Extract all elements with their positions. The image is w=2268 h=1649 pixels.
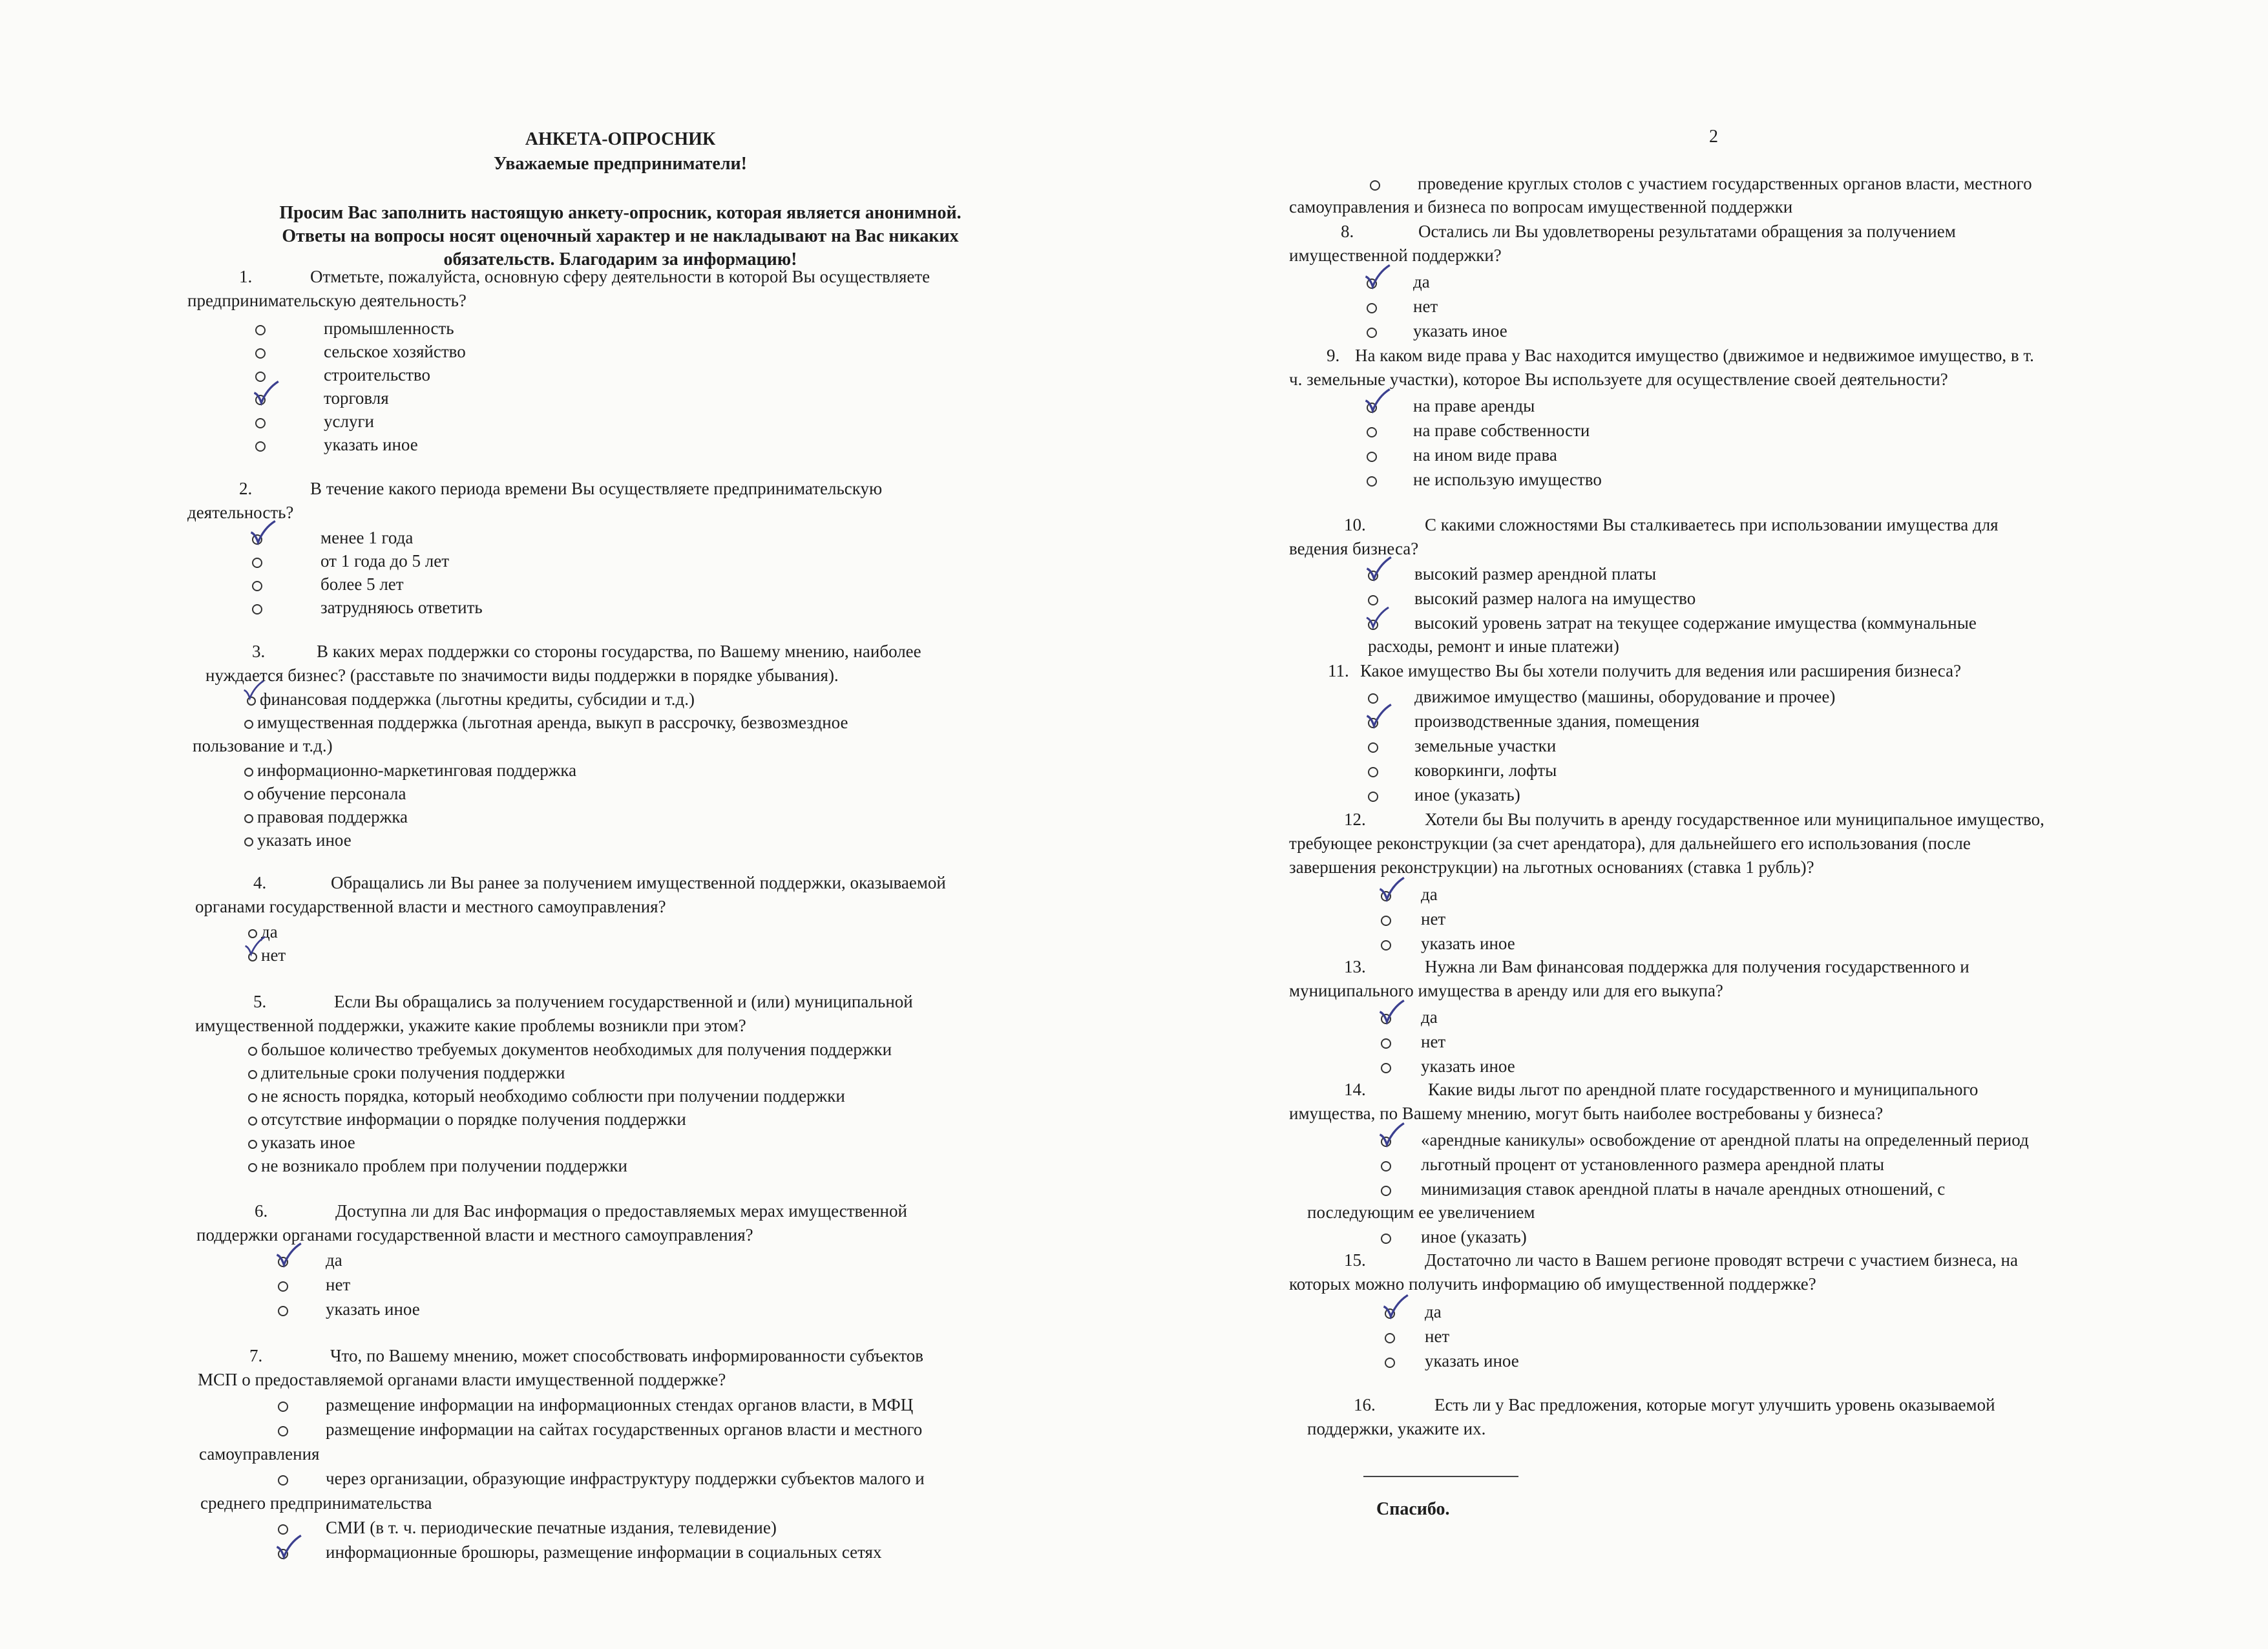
radio-circle: [1367, 328, 1377, 338]
thanks-text: Спасибо.: [1376, 1499, 1450, 1519]
q11-option[interactable]: коворкинги, лофты: [1368, 759, 1557, 782]
q2-option[interactable]: более 5 лет: [252, 572, 404, 596]
radio-circle: [278, 1402, 288, 1412]
q1-option[interactable]: строительство: [255, 363, 430, 386]
radio-circle: [248, 1093, 257, 1102]
radio-circle: [1381, 1161, 1391, 1171]
radio-circle: [248, 1117, 257, 1126]
q13-option[interactable]: указать иное: [1381, 1055, 1515, 1078]
q12-option[interactable]: указать иное: [1381, 932, 1515, 955]
question-11: 11. Какое имущество Вы бы хотели получить для ведения или расширения бизнеса?: [1328, 661, 1962, 680]
q6-option-checked[interactable]: да: [278, 1248, 342, 1272]
radio-circle: [1368, 767, 1378, 777]
radio-circle: [255, 348, 266, 359]
document-title: АНКЕТА-ОПРОСНИК: [525, 129, 716, 149]
q7-option-wrap: самоуправления: [199, 1444, 320, 1464]
q15-option-checked[interactable]: да: [1385, 1300, 1442, 1323]
checkmark-icon: [248, 518, 277, 547]
q1-option[interactable]: промышленность: [255, 317, 454, 340]
question-9: 9. На каком виде права у Вас находится имущество (движимое и недвижимое имущество, в т. ч. земельные участки), которое Вы используете для осуществление своей деятельности?: [1289, 346, 2034, 389]
q3-option[interactable]: указать иное: [244, 828, 352, 852]
q10-option-checked[interactable]: высокий уровень затрат на текущее содержание имущества (коммунальные: [1368, 611, 2158, 635]
question-13: 13. Нужна ли Вам финансовая поддержка для получения государственного и муниципального имущества в аренду или для его выкупа?: [1289, 957, 1969, 1000]
radio-circle: [1381, 1186, 1391, 1196]
q3-option-checked[interactable]: финансовая поддержка (льготны кредиты, субсидии и т.д.): [247, 688, 695, 711]
question-8: 8. Остались ли Вы удовлетворены результатами обращения за получением имущественной поддержки?: [1289, 222, 1956, 265]
radio-circle: [252, 604, 262, 614]
q5-option[interactable]: указать иное: [248, 1131, 355, 1154]
checkmark-icon: [1364, 605, 1390, 631]
q5-option[interactable]: большое количество требуемых документов необходимых для получения поддержки: [248, 1038, 892, 1061]
q1-option[interactable]: сельское хозяйство: [255, 340, 466, 363]
radio-circle: [244, 768, 253, 777]
q10-option-wrap: расходы, ремонт и иные платежи): [1368, 636, 1619, 656]
q4-option[interactable]: да: [248, 920, 278, 943]
checkmark-icon: [1364, 702, 1392, 730]
q7-option[interactable]: размещение информации на сайтах государственных органов власти и местного: [278, 1418, 1053, 1442]
q2-option[interactable]: затрудняюсь ответить: [252, 596, 483, 619]
q7-option-cont[interactable]: проведение круглых столов с участием государственных органов власти, местного: [1370, 172, 2145, 196]
radio-circle: [248, 1047, 257, 1056]
q7-option[interactable]: через организации, образующие инфраструктуру поддержки субъектов малого и: [278, 1467, 1053, 1491]
question-12: 12. Хотели бы Вы получить в аренду государственное или муниципальное имущество, требующее реконструкции (за счет арендатора), для дальнейшего его использования (после завершения реконструкции) на льготных основаниях (ставка 1 рубль)?: [1289, 810, 2044, 877]
page-number: 2: [1709, 127, 1718, 147]
q7-option[interactable]: СМИ (в т. ч. периодические печатные издания, телевидение): [278, 1516, 777, 1539]
question-2: 2. В течение какого периода времени Вы осуществляете предпринимательскую деятельность?: [187, 479, 883, 522]
radio-circle: [278, 1426, 288, 1436]
q9-option-checked[interactable]: на праве аренды: [1367, 394, 1535, 417]
checkmark-icon: [274, 1533, 302, 1561]
radio-circle: [1367, 452, 1377, 462]
radio-circle: [244, 720, 253, 729]
q6-option[interactable]: указать иное: [278, 1297, 420, 1321]
radio-circle: [248, 1163, 257, 1172]
q1-option[interactable]: указать иное: [255, 433, 418, 456]
q13-option-checked[interactable]: да: [1381, 1005, 1438, 1029]
checkmark-icon: [1377, 875, 1405, 903]
question-16: 16. Есть ли у Вас предложения, которые могут улучшить уровень оказываемой поддержки, укажите их.: [1307, 1395, 1995, 1438]
q12-option-checked[interactable]: да: [1381, 883, 1438, 906]
answer-line: [1363, 1476, 1518, 1477]
radio-circle: [252, 581, 262, 591]
radio-circle: [244, 814, 253, 823]
q2-option-checked[interactable]: менее 1 года: [252, 526, 413, 549]
radio-circle: [1368, 742, 1378, 753]
q14-option[interactable]: минимизация ставок арендной платы в начале арендных отношений, с: [1381, 1177, 2158, 1201]
q13-option[interactable]: нет: [1381, 1030, 1445, 1053]
q15-option[interactable]: указать иное: [1385, 1349, 1519, 1372]
q7-option-wrap: среднего предпринимательства: [200, 1493, 432, 1513]
q5-option[interactable]: не ясность порядка, который необходимо соблюсти при получении поддержки: [248, 1084, 845, 1108]
radio-circle: [1370, 180, 1380, 191]
checkmark-icon: [251, 379, 280, 407]
q9-option[interactable]: не использую имущество: [1367, 468, 1602, 491]
checkmark-icon: [1377, 998, 1405, 1026]
radio-circle: [248, 1140, 257, 1149]
q1-option[interactable]: услуги: [255, 410, 374, 433]
q11-option[interactable]: движимое имущество (машины, оборудование и прочее): [1368, 685, 1835, 708]
checkmark-icon: [274, 1241, 302, 1269]
checkmark-icon: [1364, 554, 1392, 583]
checkmark-icon: [242, 678, 265, 702]
question-3: 3. В каких мерах поддержки со стороны государства, по Вашему мнению, наиболее нуждается бизнес? (расставьте по значимости виды поддержки в порядке убывания).: [205, 642, 921, 685]
document-subtitle: Уважаемые предприниматели!: [494, 154, 747, 174]
q11-option[interactable]: земельные участки: [1368, 734, 1556, 757]
q3-option[interactable]: обучение персонала: [244, 782, 406, 805]
q14-option-wrap: последующим ее увеличением: [1307, 1203, 1535, 1222]
radio-circle: [1385, 1358, 1395, 1368]
q7-option[interactable]: размещение информации на информационных стендах органов власти, в МФЦ: [278, 1393, 913, 1416]
q3-option-wrap: пользование и т.д.): [193, 736, 333, 755]
q14-option[interactable]: иное (указать): [1381, 1225, 1527, 1248]
radio-circle: [252, 558, 262, 568]
checkmark-icon: [1381, 1292, 1409, 1321]
q2-option[interactable]: от 1 года до 5 лет: [252, 549, 449, 572]
checkmark-icon: [1377, 1120, 1405, 1149]
q8-option[interactable]: указать иное: [1367, 319, 1507, 342]
q14-option[interactable]: льготный процент от установленного размера арендной платы: [1381, 1153, 1884, 1176]
radio-circle: [1368, 792, 1378, 802]
question-5: 5. Если Вы обращались за получением государственной и (или) муниципальной имущественной поддержки, укажите какие проблемы возникли при этом?: [195, 992, 913, 1035]
q14-option-checked[interactable]: «арендные каникулы» освобождение от арендной платы на определенный период: [1381, 1128, 2029, 1151]
q15-option[interactable]: нет: [1385, 1325, 1449, 1348]
q8-option[interactable]: нет: [1367, 295, 1438, 318]
radio-circle: [1368, 595, 1378, 605]
q1-option-checked[interactable]: торговля: [255, 386, 389, 410]
question-14: 14. Какие виды льгот по арендной плате государственного и муниципального имущества, по Вашему мнению, могут быть наиболее востребованы у бизнеса?: [1289, 1080, 1979, 1123]
q3-option[interactable]: правовая поддержка: [244, 805, 408, 828]
question-4: 4. Обращались ли Вы ранее за получением имущественной поддержки, оказываемой органами государственной власти и местного самоуправления?: [195, 873, 946, 916]
q11-option[interactable]: иное (указать): [1368, 783, 1520, 806]
question-6: 6. Доступна ли для Вас информация о предоставляемых мерах имущественной поддержки органами государственной власти и местного самоуправления?: [196, 1201, 907, 1245]
radio-circle: [1381, 940, 1391, 951]
radio-circle: [255, 441, 266, 452]
q9-option[interactable]: на ином виде права: [1367, 443, 1557, 467]
question-7: 7. Что, по Вашему мнению, может способствовать информированности субъектов МСП о предоставляемой органами власти имущественной поддержке?: [198, 1346, 924, 1389]
checkmark-icon: [243, 934, 266, 958]
q12-option[interactable]: нет: [1381, 907, 1445, 930]
radio-circle: [244, 791, 253, 800]
q5-option[interactable]: отсутствие информации о порядке получения поддержки: [248, 1108, 686, 1131]
radio-circle: [255, 325, 266, 335]
q7-option-wrap: самоуправления и бизнеса по вопросам имущественной поддержки: [1289, 197, 1793, 216]
q8-option-checked[interactable]: да: [1367, 270, 1430, 293]
q7-option-checked[interactable]: информационные брошюры, размещение информации в социальных сетях: [278, 1540, 881, 1564]
q3-option[interactable]: имущественная поддержка (льготная аренда, выкуп в рассрочку, безвозмездное: [244, 711, 1053, 735]
q10-option[interactable]: высокий размер налога на имущество: [1368, 587, 1696, 610]
radio-circle: [278, 1475, 288, 1486]
q3-option[interactable]: информационно-маркетинговая поддержка: [244, 759, 576, 782]
radio-circle: [1367, 476, 1377, 487]
question-15: 15. Достаточно ли часто в Вашем регионе проводят встречи с участием бизнеса, на которых можно получить информацию об имущественной поддержке?: [1289, 1250, 2018, 1294]
radio-circle: [1367, 427, 1377, 437]
checkmark-icon: [1363, 386, 1391, 415]
radio-circle: [1381, 1234, 1391, 1244]
radio-circle: [1381, 1063, 1391, 1073]
q5-option[interactable]: длительные сроки получения поддержки: [248, 1061, 565, 1084]
radio-circle: [1381, 1038, 1391, 1049]
q11-option-checked[interactable]: производственные здания, помещения: [1368, 709, 1699, 733]
q4-option-checked[interactable]: нет: [248, 943, 286, 967]
question-10: 10. С какими сложностями Вы сталкиваетесь при использовании имущества для ведения бизнеса?: [1289, 515, 1999, 558]
radio-circle: [1385, 1333, 1395, 1343]
radio-circle: [278, 1306, 288, 1316]
document-intro: Просим Вас заполнить настоящую анкету-опросник, которая является анонимной. Ответы на вопросы носят оценочный характер и не накладывают на Вас никаких обязательств. Благодарим за информацию!: [279, 203, 961, 269]
radio-circle: [1367, 303, 1377, 313]
radio-circle: [278, 1281, 288, 1292]
radio-circle: [255, 418, 266, 428]
radio-circle: [244, 837, 253, 846]
question-1: 1. Отметьте, пожалуйста, основную сферу деятельности в которой Вы осуществляете предпринимательскую деятельность?: [187, 267, 930, 310]
q9-option[interactable]: на праве собственности: [1367, 419, 1590, 442]
checkmark-icon: [1363, 262, 1391, 291]
q6-option[interactable]: нет: [278, 1273, 350, 1296]
q5-option[interactable]: не возникало проблем при получении поддержки: [248, 1154, 627, 1177]
radio-circle: [248, 1070, 257, 1079]
q10-option-checked[interactable]: высокий размер арендной платы: [1368, 562, 1656, 585]
radio-circle: [1381, 916, 1391, 926]
